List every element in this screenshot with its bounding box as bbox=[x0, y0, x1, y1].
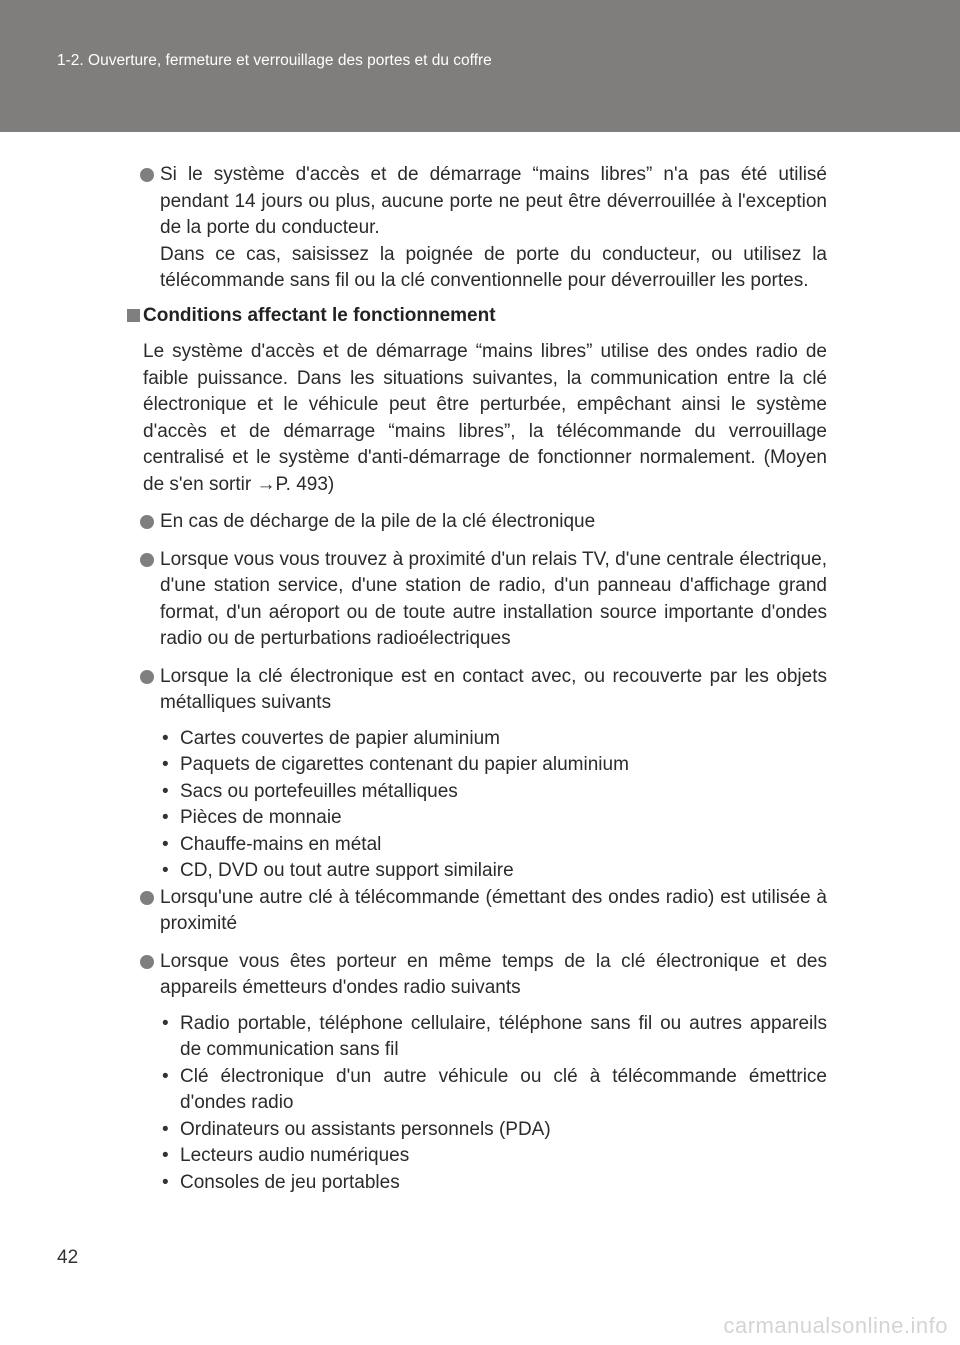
page-number: 42 bbox=[57, 1247, 79, 1268]
page-header bbox=[0, 0, 960, 132]
sub-list-item: • Clé électronique d'un autre véhicule ou clé à télécommande émettrice d'ondes radio bbox=[160, 1064, 827, 1117]
intro-text-1: Si le système d'accès et de démarrage “mains libres” n'a pas été utilisé pendant 14 jours ou plus, aucune porte ne peut être déverrouillée à l'exception de la porte du conducteur. bbox=[160, 164, 827, 238]
list-item bbox=[127, 885, 827, 938]
round-bullet-icon bbox=[140, 515, 154, 529]
round-bullet-icon bbox=[140, 891, 154, 905]
sub-list-item: • Pièces de monnaie bbox=[160, 805, 827, 832]
list-item-text: Lorsqu'une autre clé à télécommande (émettant des ondes radio) est utilisée à proximité bbox=[160, 886, 827, 934]
intro-bullet-item bbox=[127, 162, 827, 295]
chapter-title: 1-2. Ouverture, fermeture et verrouillage des portes et du coffre bbox=[57, 52, 492, 69]
section-heading-text: Conditions affectant le fonctionnement bbox=[143, 304, 496, 326]
list-item bbox=[127, 949, 827, 1197]
round-bullet-icon bbox=[140, 670, 154, 684]
sub-list bbox=[160, 1011, 827, 1197]
list-item-text: Lorsque la clé électronique est en contact avec, ou recouverte par les objets métalliques suivants bbox=[160, 665, 827, 713]
list-item-text: En cas de décharge de la pile de la clé électronique bbox=[160, 511, 596, 532]
sub-list-item: • Chauffe-mains en métal bbox=[160, 832, 827, 859]
sub-list-item: • Sacs ou portefeuilles métalliques bbox=[160, 779, 827, 806]
watermark: carmanualsonline.info bbox=[723, 1313, 948, 1338]
sub-list-item: • Lecteurs audio numériques bbox=[160, 1143, 827, 1170]
section-paragraph: Le système d'accès et de démarrage “mains libres” utilise des ondes radio de faible puissance. Dans les situations suivantes, la communication entre la clé électronique et le véhicule peut être perturbée, empêchant ainsi le système d'accès et de démarrage “mains libres”, la télécommande du verrouillage centralisé et le système d'anti-démarrage de fonctionner normalement. (Moyen de s'en sortir →P. 493) bbox=[143, 341, 827, 495]
list-item bbox=[127, 509, 827, 536]
list-item-text: Lorsque vous vous trouvez à proximité d'un relais TV, d'une centrale électrique, d'une station service, d'une station de radio, d'un panneau d'affichage grand format, d'un aéroport ou de toute autre installation source importante d'ondes radio ou de perturbations radioélectriques bbox=[160, 548, 827, 649]
round-bullet-icon bbox=[140, 553, 154, 567]
sub-list-item: • Radio portable, téléphone cellulaire, téléphone sans fil ou autres appareils de communication sans fil bbox=[160, 1011, 827, 1064]
sub-list-item: • Ordinateurs ou assistants personnels (PDA) bbox=[160, 1117, 827, 1144]
square-bullet-icon bbox=[127, 309, 140, 322]
sub-list-item: • Cartes couvertes de papier aluminium bbox=[160, 726, 827, 753]
round-bullet-icon bbox=[140, 168, 154, 182]
round-bullet-icon bbox=[140, 955, 154, 969]
list-item bbox=[127, 664, 827, 885]
page-content bbox=[127, 162, 827, 1196]
list-item-text: Lorsque vous êtes porteur en même temps de la clé électronique et des appareils émetteurs d'ondes radio suivants bbox=[160, 950, 827, 998]
sub-list-item: • Paquets de cigarettes contenant du papier aluminium bbox=[160, 752, 827, 779]
sub-list-item: • Consoles de jeu portables bbox=[160, 1170, 827, 1197]
sub-list bbox=[160, 726, 827, 885]
list-item bbox=[127, 547, 827, 653]
intro-text-2: Dans ce cas, saisissez la poignée de porte du conducteur, ou utilisez la télécommande sans fil ou la clé conventionnelle pour déverrouiller les portes. bbox=[160, 243, 827, 291]
section-heading bbox=[127, 303, 827, 330]
sub-list-item: • CD, DVD ou tout autre support similaire bbox=[160, 858, 827, 885]
